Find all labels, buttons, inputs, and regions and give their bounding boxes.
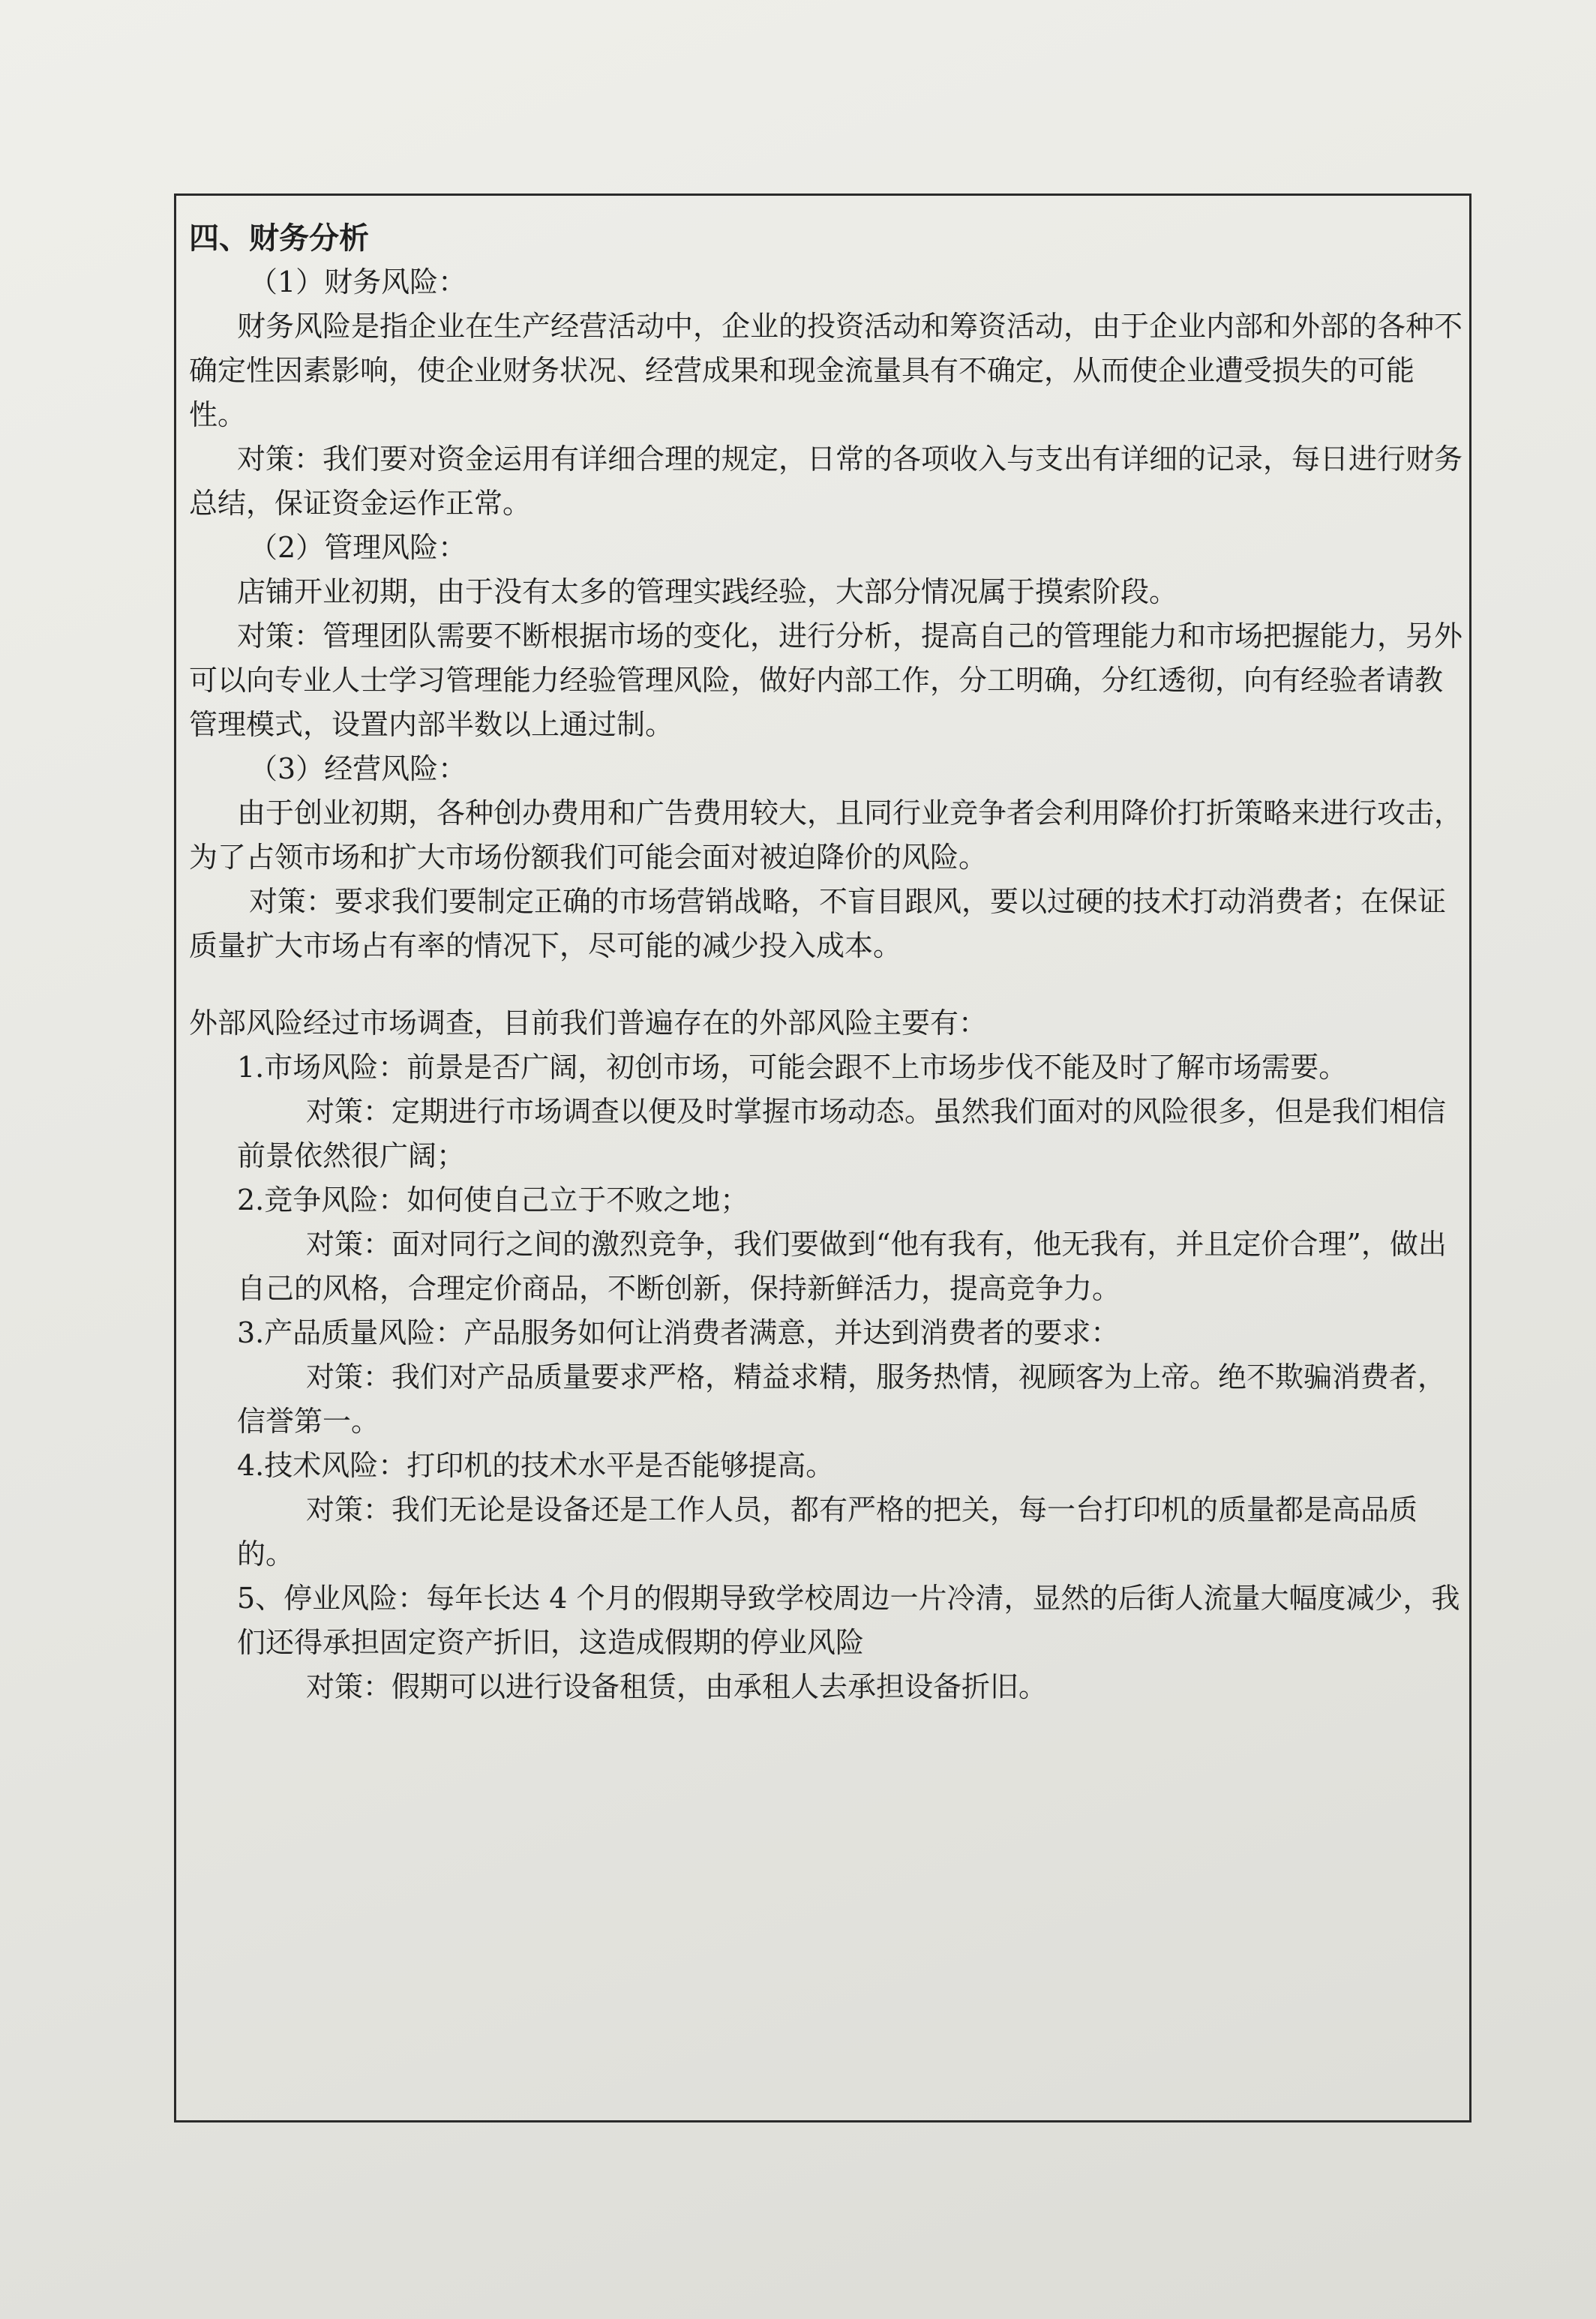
document-body [189,216,1464,1709]
risk-item-title: 4.技术风险：打印机的技术水平是否能够提高。 [237,1449,835,1482]
section-heading: 四、财务分析 [189,220,369,256]
risk-item-title: 2.竞争风险：如何使自己立于不败之地； [237,1184,749,1216]
risk-item-title: 1.市场风险：前景是否广阔，初创市场，可能会跟不上市场步伐不能及时了解市场需要。 [237,1051,1348,1084]
spacer [189,968,1464,1001]
risk-item-title: 5、停业风险：每年长达 4 个月的假期导致学校周边一片冷清，显然的后街人流量大幅度减少，我们还得承担固定资产折旧，这造成假期的停业风险 [237,1582,1460,1659]
subheading-financial-risk: （1）财务风险： [249,266,467,298]
paragraph-strategy: 对策：要求我们要制定正确的市场营销战略，不盲目跟风，要以过硬的技术打动消费者；在保证质量扩大市场占有率的情况下，尽可能的减少投入成本。 [189,885,1447,962]
risk-item-title: 3.产品质量风险：产品服务如何让消费者满意，并达到消费者的要求： [237,1316,1120,1349]
paragraph: 由于创业初期，各种创办费用和广告费用较大，且同行业竞争者会利用降价打折策略来进行攻击，为了占领市场和扩大市场份额我们可能会面对被迫降价的风险。 [189,796,1463,874]
external-risk-intro: 外部风险经过市场调查，目前我们普遍存在的外部风险主要有： [189,1006,988,1040]
risk-item-strategy: 对策：定期进行市场调查以便及时掌握市场动态。虽然我们面对的风险很多，但是我们相信前景依然很广阔； [237,1095,1447,1172]
risk-item-strategy: 对策：我们无论是设备还是工作人员，都有严格的把关，每一台打印机的质量都是高品质的。 [237,1493,1418,1570]
risk-item-strategy: 对策：我们对产品质量要求严格，精益求精，服务热情，视顾客为上帝。绝不欺骗消费者，信誉第一。 [237,1360,1447,1438]
paragraph-strategy: 对策：管理团队需要不断根据市场的变化，进行分析，提高自己的管理能力和市场把握能力，另外可以向专业人士学习管理能力经验管理风险，做好内部工作，分工明确，分红透彻，向有经验者请教管理模式，设置内部半数以上通过制。 [189,620,1463,741]
subheading-operating-risk: （3）经营风险： [249,752,467,785]
paragraph: 店铺开业初期，由于没有太多的管理实践经验，大部分情况属于摸索阶段。 [237,575,1178,608]
risk-item-strategy: 对策：面对同行之间的激烈竞争，我们要做到“他有我有，他无我有，并且定价合理”，做出自己的风格，合理定价商品，不断创新，保持新鲜活力，提高竞争力。 [237,1228,1447,1305]
subheading-management-risk: （2）管理风险： [249,531,467,564]
risk-item-strategy: 对策：假期可以进行设备租赁，由承租人去承担设备折旧。 [306,1670,1048,1703]
paragraph-strategy: 对策：我们要对资金运用有详细合理的规定，日常的各项收入与支出有详细的记录，每日进行财务总结，保证资金运作正常。 [189,442,1463,520]
paragraph: 财务风险是指企业在生产经营活动中，企业的投资活动和筹资活动，由于企业内部和外部的各种不确定性因素影响，使企业财务状况、经营成果和现金流量具有不确定，从而使企业遭受损失的可能性。 [189,310,1463,431]
